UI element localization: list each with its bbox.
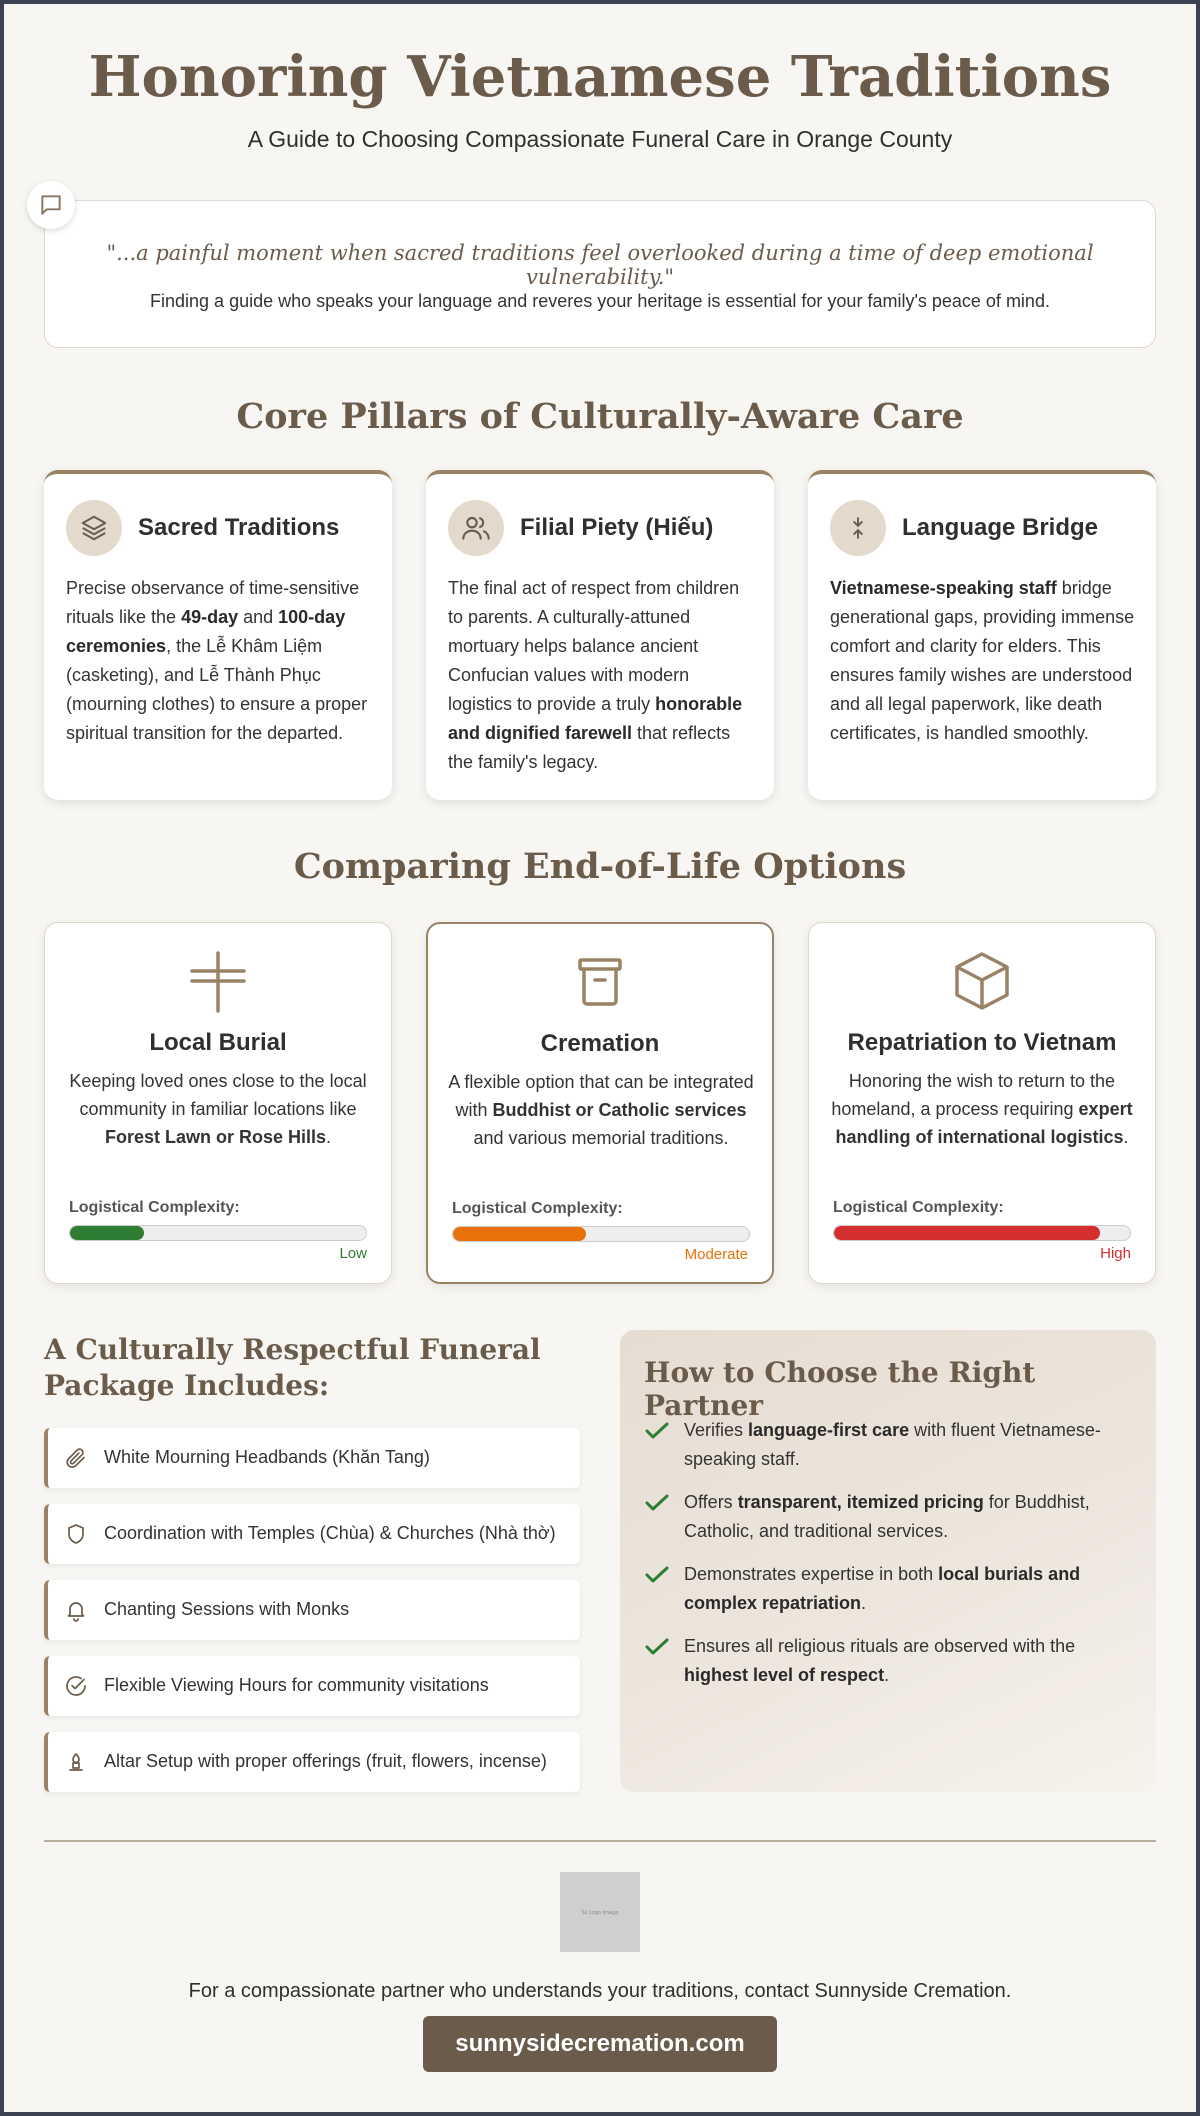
pillar-card-language-bridge — [808, 470, 1156, 800]
package-item-label: White Mourning Headbands (Khăn Tang) — [104, 1447, 430, 1467]
footer-text: For a compassionate partner who understands your traditions, contact Sunnyside Cremation. — [188, 1980, 1012, 2002]
complexity-label: Logistical Complexity: — [833, 1199, 1004, 1216]
checklist-text: Offers transparent, itemized pricing for Buddhist, Catholic, and traditional services. — [684, 1492, 1090, 1541]
altar-icon — [64, 1750, 88, 1774]
pillar-card-sacred-traditions — [44, 470, 392, 800]
package-item-label: Coordination with Temples (Chùa) & Churches (Nhà thờ) — [104, 1523, 556, 1543]
checkmark-icon — [644, 1492, 670, 1519]
package-item-label: Chanting Sessions with Monks — [104, 1599, 350, 1619]
option-card-repatriation — [808, 922, 1156, 1284]
package-item-label: Flexible Viewing Hours for community visitations — [104, 1675, 489, 1695]
complexity-bar — [452, 1226, 750, 1242]
website-link-button[interactable]: sunnysidecremation.com — [423, 2016, 777, 2072]
company-logo — [560, 1872, 640, 1952]
pillars-section-title: Core Pillars of Culturally-Aware Care — [236, 396, 964, 437]
quote-box — [44, 200, 1156, 348]
page — [4, 4, 1196, 2112]
complexity-label: Logistical Complexity: — [452, 1200, 623, 1217]
package-item — [44, 1428, 580, 1488]
checklist-text: Demonstrates expertise in both local burials and complex repatriation. — [684, 1564, 1081, 1613]
choose-title: How to Choose the Right Partner — [644, 1356, 1036, 1422]
complexity-label: Logistical Complexity: — [69, 1199, 240, 1216]
package-item-label: Altar Setup with proper offerings (fruit, flowers, incense) — [104, 1751, 547, 1771]
option-card-local-burial — [44, 922, 392, 1284]
chat-bubble-icon — [27, 181, 75, 229]
pillar-text: The final act of respect from children to parents. A culturally-attuned mortuary helps balance ancient Confucian values with modern logistics to provide a truly honorable and dignified farewell that reflects the family's legacy. — [448, 578, 743, 772]
option-text: A flexible option that can be integrated with Buddhist or Catholic services and various memorial traditions. — [448, 1072, 754, 1148]
complexity-bar-fill — [834, 1226, 1100, 1240]
complexity-bar — [833, 1225, 1131, 1241]
complexity-level: Low — [339, 1245, 367, 1262]
urn-icon — [428, 950, 772, 1014]
complexity-level: Moderate — [684, 1246, 748, 1263]
people-icon — [448, 500, 504, 556]
package-item — [44, 1656, 580, 1716]
pillar-text: Vietnamese-speaking staff bridge generational gaps, providing immense comfort and clarity for elders. This ensures family wishes are understood and all legal paperwork, like death certificates, is handled smoothly. — [830, 578, 1135, 743]
svg-text:Sc Logo Image: Sc Logo Image — [581, 1910, 619, 1916]
complexity-bar-fill — [453, 1227, 586, 1241]
paperclip-icon — [64, 1446, 88, 1470]
complexity-bar — [69, 1225, 367, 1241]
shield-icon — [64, 1522, 88, 1546]
complexity-level: High — [1100, 1245, 1131, 1262]
quote-subtext: Finding a guide who speaks your language and reveres your heritage is essential for your family's peace of mind. — [150, 291, 1050, 311]
pillar-card-filial-piety — [426, 470, 774, 800]
checkmark-icon — [644, 1636, 670, 1663]
checkmark-icon — [644, 1420, 670, 1447]
option-title: Repatriation to Vietnam — [847, 1029, 1117, 1056]
pillar-title: Filial Piety (Hiếu) — [520, 514, 714, 541]
language-arrows-icon — [830, 500, 886, 556]
layers-icon — [66, 500, 122, 556]
cross-icon — [45, 949, 391, 1013]
checkmark-icon — [644, 1564, 670, 1591]
bell-icon — [64, 1598, 88, 1622]
option-text: Keeping loved ones close to the local community in familiar locations like Forest Lawn or Rose Hills. — [69, 1071, 367, 1147]
option-title: Local Burial — [149, 1029, 287, 1056]
option-text: Honoring the wish to return to the homeland, a process requiring expert handling of international logistics. — [831, 1071, 1133, 1147]
package-item — [44, 1732, 580, 1792]
pillar-title: Language Bridge — [902, 514, 1099, 541]
pillar-title: Sacred Traditions — [138, 514, 340, 541]
page-subtitle: A Guide to Choosing Compassionate Funeral Care in Orange County — [247, 126, 953, 152]
quote-text: "...a painful moment when sacred traditions feel overlooked during a time of deep emotional vulnerability." — [106, 241, 1094, 289]
package-item — [44, 1504, 580, 1564]
options-section-title: Comparing End-of-Life Options — [293, 846, 907, 887]
option-title: Cremation — [540, 1030, 660, 1057]
page-title: Honoring Vietnamese Traditions — [88, 44, 1112, 110]
divider — [44, 1840, 1156, 1842]
package-item — [44, 1580, 580, 1640]
box-icon — [809, 949, 1155, 1013]
check-circle-icon — [64, 1674, 88, 1698]
choose-partner-box — [620, 1330, 1156, 1792]
package-title: A Culturally Respectful Funeral Package Includes: — [44, 1333, 541, 1402]
option-card-cremation — [426, 922, 774, 1284]
complexity-bar-fill — [70, 1226, 144, 1240]
checklist-text: Verifies language-first care with fluent Vietnamese-speaking staff. — [684, 1420, 1101, 1469]
checklist-text: Ensures all religious rituals are observed with the highest level of respect. — [684, 1636, 1076, 1685]
pillar-text: Precise observance of time-sensitive rituals like the 49-day and 100-day ceremonies, the Lễ Khâm Liệm (casketing), and Lễ Thành Phục (mourning clothes) to ensure a proper spiritual transition for the departed. — [66, 578, 368, 743]
